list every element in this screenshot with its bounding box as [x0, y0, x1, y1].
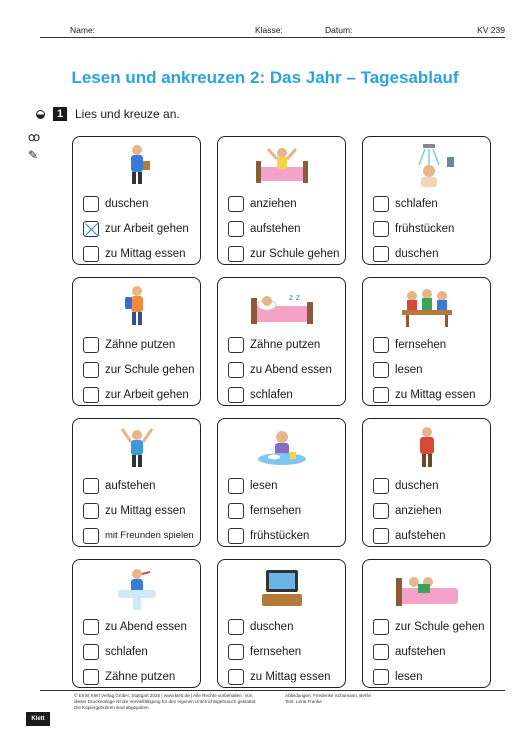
answer-checkbox[interactable]: [228, 669, 244, 685]
answer-checkbox[interactable]: [228, 644, 244, 660]
answer-checkbox[interactable]: [373, 478, 389, 494]
page-title: Lesen und ankreuzen 2: Das Jahr – Tagesablauf: [71, 68, 459, 87]
answer-checkbox[interactable]: [83, 503, 99, 519]
answer-label: duschen: [395, 479, 439, 492]
name-label: Name:: [70, 25, 96, 35]
answer-option[interactable]: [83, 357, 196, 382]
answer-label: zu Mittag essen: [105, 247, 186, 260]
answer-label: zu Mittag essen: [395, 388, 476, 401]
answer-checkbox[interactable]: [83, 619, 99, 635]
answer-checkbox[interactable]: [373, 619, 389, 635]
klett-logo: Klett: [26, 712, 50, 726]
answer-option[interactable]: [83, 332, 196, 357]
option-list: [373, 473, 486, 548]
answer-option[interactable]: [228, 523, 341, 548]
answer-label: zu Abend essen: [250, 363, 332, 376]
answer-option[interactable]: [373, 473, 486, 498]
answer-label: aufstehen: [105, 479, 156, 492]
person-showering-illustration: [363, 143, 490, 187]
option-list: [373, 332, 486, 407]
answer-checkbox[interactable]: [83, 337, 99, 353]
answer-label: Zähne putzen: [105, 670, 176, 683]
page-header: [40, 22, 505, 38]
answer-checkbox[interactable]: [83, 669, 99, 685]
answer-label: zur Arbeit gehen: [105, 388, 189, 401]
answer-label: Zähne putzen: [250, 338, 321, 351]
answer-label: schlafen: [105, 645, 148, 658]
answer-checkbox[interactable]: [83, 387, 99, 403]
answer-checkbox[interactable]: [83, 221, 99, 237]
answer-option[interactable]: [83, 473, 196, 498]
exercise-card: [217, 559, 346, 688]
class-label: Klasse:: [255, 25, 283, 35]
answer-label: schlafen: [395, 197, 438, 210]
answer-checkbox[interactable]: [228, 387, 244, 403]
option-list: [228, 473, 341, 548]
person-getting-up-illustration: [218, 143, 345, 187]
answer-option[interactable]: [228, 191, 341, 216]
answer-option[interactable]: [228, 614, 341, 639]
answer-label: zur Schule gehen: [395, 620, 485, 633]
answer-checkbox[interactable]: [373, 387, 389, 403]
exercise-card: [72, 136, 201, 265]
answer-label: zu Mittag essen: [250, 670, 331, 683]
answer-checkbox[interactable]: [373, 644, 389, 660]
answer-label: duschen: [105, 197, 149, 210]
person-stretching-illustration: [73, 425, 200, 469]
answer-option[interactable]: [373, 614, 486, 639]
answer-option[interactable]: [83, 664, 196, 689]
answer-option[interactable]: [228, 664, 341, 689]
answer-label: lesen: [395, 670, 423, 683]
answer-label: fernsehen: [250, 645, 302, 658]
child-with-backpack-illustration: [73, 284, 200, 328]
answer-checkbox[interactable]: [373, 196, 389, 212]
option-list: [228, 332, 341, 407]
glasses-icon: ꝏ: [28, 130, 41, 144]
option-list: [83, 473, 196, 548]
answer-option[interactable]: [373, 664, 486, 689]
option-list: [83, 614, 196, 689]
answer-option[interactable]: [373, 382, 486, 407]
answer-option[interactable]: [373, 241, 486, 266]
exercise-card: [217, 136, 346, 265]
answer-label: lesen: [250, 479, 278, 492]
option-list: [83, 332, 196, 407]
text-credit: Text: Lena Franke: [285, 699, 322, 704]
answer-label: frühstücken: [250, 529, 310, 542]
option-list: [373, 614, 486, 689]
answer-option[interactable]: [228, 216, 341, 241]
answer-option[interactable]: [83, 523, 196, 548]
answer-option[interactable]: [83, 241, 196, 266]
exercise-card: [72, 277, 201, 406]
answer-checkbox[interactable]: [228, 246, 244, 262]
answer-option[interactable]: [373, 498, 486, 523]
answer-checkbox[interactable]: [228, 528, 244, 544]
answer-checkbox[interactable]: [83, 362, 99, 378]
answer-label: aufstehen: [250, 222, 301, 235]
child-brushing-teeth-illustration: [73, 566, 200, 610]
answer-option[interactable]: [228, 332, 341, 357]
answer-label: anziehen: [395, 504, 442, 517]
task-instruction: Lies und kreuze an.: [75, 107, 180, 121]
answer-checkbox[interactable]: [373, 669, 389, 685]
exercise-card: [217, 418, 346, 547]
answer-label: duschen: [250, 620, 294, 633]
copyright-text: © Ernst Klett Verlag GmbH, Stuttgart 2025 | www.klett.de | Alle Rechte vorbehalten. Von dieser Druckvorlage ist die Vervielfältigung für den eigenen Unterrichtsgebrauch gestattet. Die Kopiergebühren sind abgegolten.: [74, 693, 257, 710]
answer-checkbox[interactable]: [228, 362, 244, 378]
answer-checkbox[interactable]: [373, 246, 389, 262]
answer-label: zur Schule gehen: [105, 363, 195, 376]
answer-option[interactable]: [83, 639, 196, 664]
person-at-breakfast-illustration: [218, 425, 345, 469]
answer-label: anziehen: [250, 197, 297, 210]
svg-text:z z: z z: [288, 293, 300, 302]
page-footer: [40, 690, 505, 710]
exercise-card: [72, 559, 201, 688]
person-walking-illustration: [73, 143, 200, 187]
answer-option[interactable]: [373, 639, 486, 664]
answer-label: zur Schule gehen: [250, 247, 340, 260]
answer-checkbox[interactable]: [373, 362, 389, 378]
answer-checkbox[interactable]: [373, 221, 389, 237]
illustration-credit: Abbildungen: Friederike Schumann, Berlin: [285, 693, 372, 698]
answer-label: zu Abend essen: [105, 620, 187, 633]
answer-checkbox[interactable]: [83, 644, 99, 660]
answer-checkbox[interactable]: [83, 196, 99, 212]
exercise-card: [362, 418, 491, 547]
answer-option[interactable]: [83, 191, 196, 216]
answer-checkbox[interactable]: [228, 337, 244, 353]
credits: [285, 693, 371, 705]
answer-option[interactable]: [228, 382, 341, 407]
answer-option[interactable]: [373, 357, 486, 382]
answer-checkbox[interactable]: [373, 503, 389, 519]
side-icons: [28, 128, 40, 164]
answer-label: duschen: [395, 247, 439, 260]
answer-label: Zähne putzen: [105, 338, 176, 351]
answer-checkbox[interactable]: [373, 337, 389, 353]
answer-checkbox[interactable]: [228, 196, 244, 212]
answer-checkbox[interactable]: [83, 478, 99, 494]
answer-option[interactable]: [228, 241, 341, 266]
answer-label: aufstehen: [395, 529, 446, 542]
answer-checkbox[interactable]: [83, 528, 99, 544]
answer-label: aufstehen: [395, 645, 446, 658]
answer-label: zur Arbeit gehen: [105, 222, 189, 235]
answer-label: schlafen: [250, 388, 293, 401]
option-list: [228, 614, 341, 689]
exercise-card: [362, 277, 491, 406]
answer-label: fernsehen: [395, 338, 447, 351]
answer-option[interactable]: [228, 357, 341, 382]
answer-checkbox[interactable]: [228, 478, 244, 494]
answer-option[interactable]: [228, 498, 341, 523]
tv-illustration: [218, 566, 345, 610]
exercise-card: [72, 418, 201, 547]
exercise-grid: [72, 136, 502, 688]
answer-label: frühstücken: [395, 222, 455, 235]
answer-option[interactable]: [373, 332, 486, 357]
person-dressing-illustration: [363, 425, 490, 469]
answer-option[interactable]: [228, 473, 341, 498]
task-number: 1: [53, 107, 67, 121]
answer-option[interactable]: [373, 523, 486, 548]
answer-option[interactable]: [373, 191, 486, 216]
exercise-card: [362, 559, 491, 688]
exercise-card: [362, 136, 491, 265]
option-list: [373, 191, 486, 266]
answer-checkbox[interactable]: [373, 528, 389, 544]
date-label: Datum:: [325, 25, 353, 35]
answer-label: mit Freunden spielen: [105, 530, 194, 541]
answer-label: fernsehen: [250, 504, 302, 517]
answer-option[interactable]: [373, 216, 486, 241]
worksheet-code: KV 239: [477, 25, 505, 35]
option-list: [83, 191, 196, 266]
answer-checkbox[interactable]: [83, 246, 99, 262]
answer-option[interactable]: [83, 498, 196, 523]
exercise-card: [217, 277, 346, 406]
answer-option[interactable]: [228, 639, 341, 664]
pencil-icon: ✎: [28, 148, 39, 162]
difficulty-icon: [36, 110, 45, 119]
task-heading: [36, 107, 180, 121]
answer-checkbox[interactable]: [228, 619, 244, 635]
answer-label: zu Mittag essen: [105, 504, 186, 517]
answer-checkbox[interactable]: [228, 503, 244, 519]
answer-option[interactable]: [83, 216, 196, 241]
answer-option[interactable]: [83, 614, 196, 639]
answer-label: lesen: [395, 363, 423, 376]
answer-checkbox[interactable]: [228, 221, 244, 237]
reading-in-bed-illustration: [363, 566, 490, 610]
answer-option[interactable]: [83, 382, 196, 407]
person-sleeping-illustration: [218, 284, 345, 328]
family-at-table-illustration: [363, 284, 490, 328]
option-list: [228, 191, 341, 266]
